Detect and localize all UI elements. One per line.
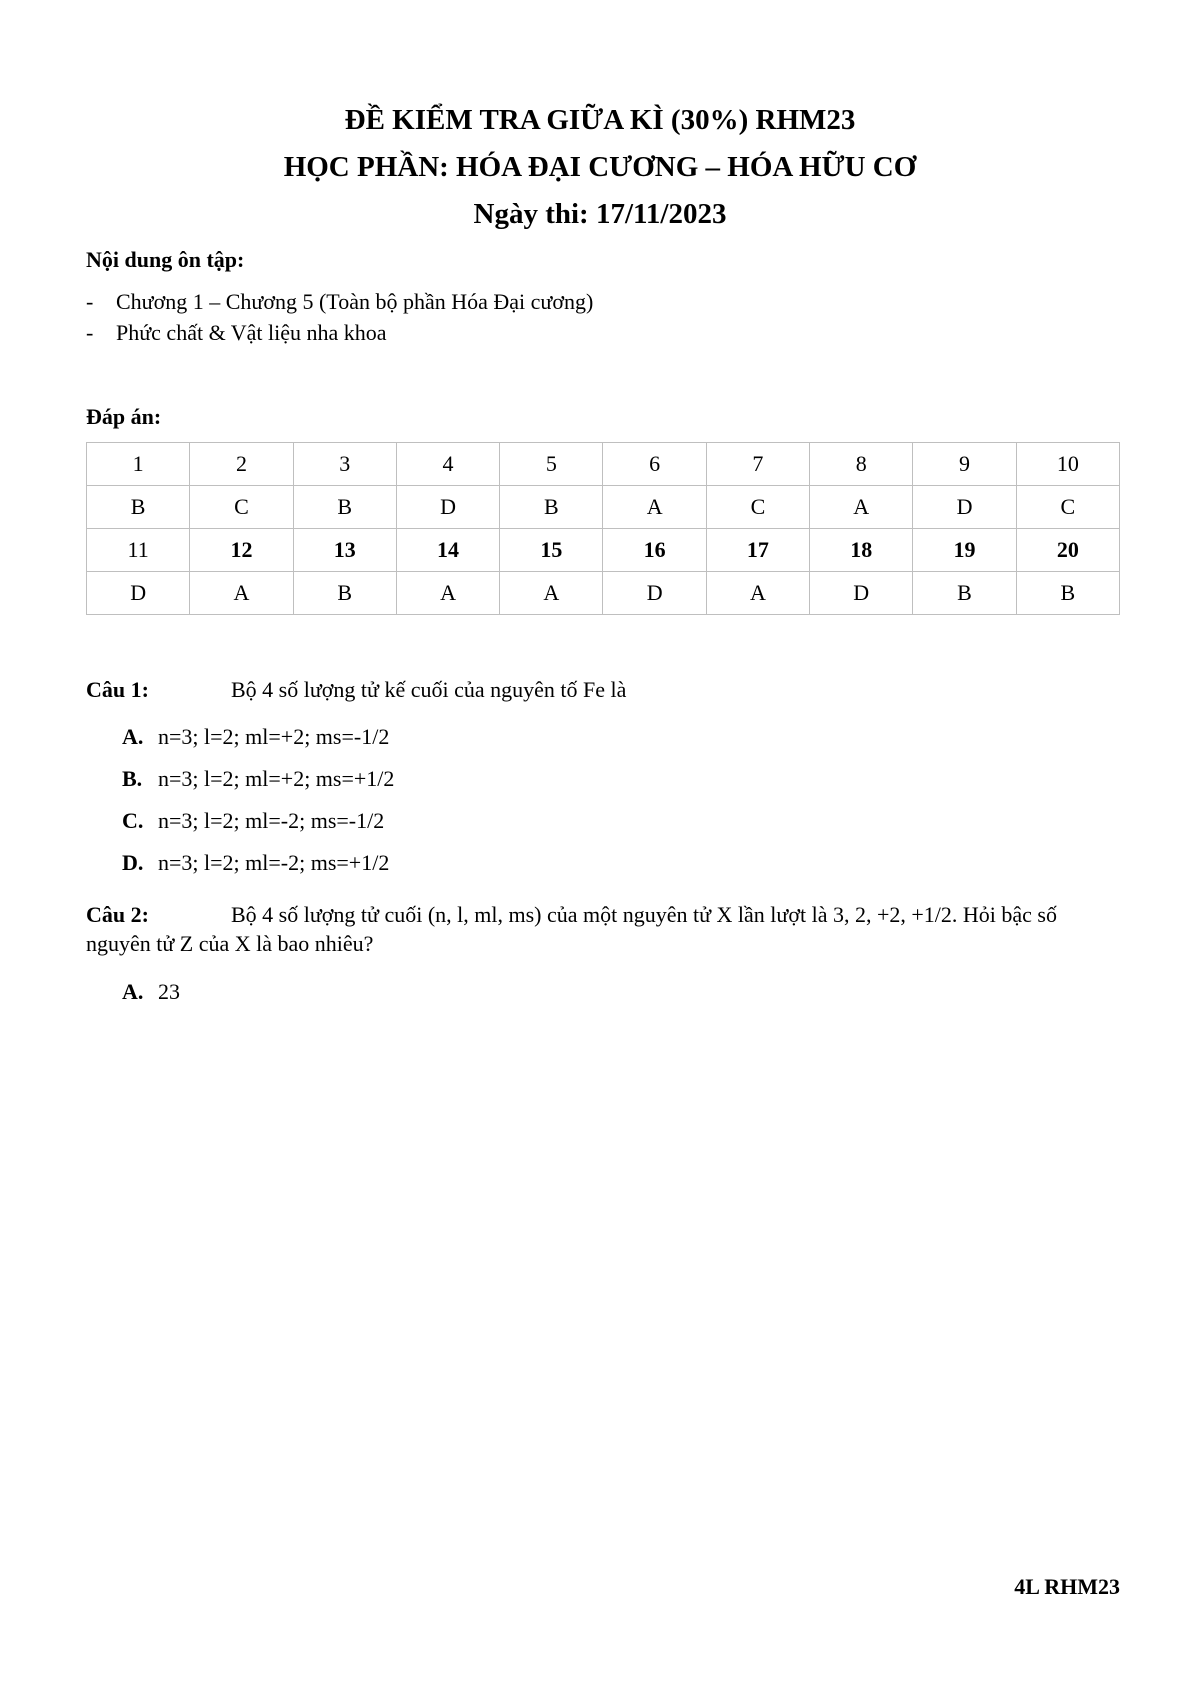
question-number-cell: 15 xyxy=(500,529,603,572)
answer-cell: D xyxy=(913,486,1016,529)
answer-row xyxy=(87,572,1120,615)
answer-cell: B xyxy=(913,572,1016,615)
question-number-cell: 8 xyxy=(810,443,913,486)
answer-cell: B xyxy=(293,572,396,615)
review-item: - Chương 1 – Chương 5 (Toàn bộ phần Hóa Đại cương) xyxy=(86,289,594,314)
answer-cell: C xyxy=(190,486,293,529)
question-number-cell: 5 xyxy=(500,443,603,486)
question-number-cell: 13 xyxy=(293,529,396,572)
question-2 xyxy=(86,900,1120,958)
question-label: Câu 2: xyxy=(86,902,149,927)
review-item-text: Chương 1 – Chương 5 (Toàn bộ phần Hóa Đại cương) xyxy=(116,289,594,314)
exam-date: Ngày thi: 17/11/2023 xyxy=(473,198,727,230)
answer-cell: D xyxy=(603,572,706,615)
answer-cell: B xyxy=(500,486,603,529)
answer-key-table xyxy=(86,442,1120,615)
answer-cell: A xyxy=(396,572,499,615)
question-1 xyxy=(86,675,1120,704)
question-number-cell: 6 xyxy=(603,443,706,486)
review-item: - Phức chất & Vật liệu nha khoa xyxy=(86,320,387,345)
question-text: Bộ 4 số lượng tử cuối (n, l, ml, ms) của một nguyên tử X lần lượt là 3, 2, +2, +1/2. Hỏi bậc số nguyên tử Z của X là bao nhiêu? xyxy=(86,902,1057,956)
question-number-cell: 17 xyxy=(706,529,809,572)
answer-cell: B xyxy=(87,486,190,529)
question-1-options xyxy=(122,716,394,884)
answer-row xyxy=(87,486,1120,529)
option-b: B. n=3; l=2; ml=+2; ms=+1/2 xyxy=(122,766,395,791)
question-number-cell: 10 xyxy=(1016,443,1119,486)
question-number-cell: 18 xyxy=(810,529,913,572)
answer-cell: A xyxy=(810,486,913,529)
question-number-cell: 7 xyxy=(706,443,809,486)
question-text: Bộ 4 số lượng tử kế cuối của nguyên tố Fe là xyxy=(231,677,627,702)
question-number-cell: 16 xyxy=(603,529,706,572)
option-a: A. 23 xyxy=(122,979,180,1004)
answer-cell: B xyxy=(293,486,396,529)
option-d: D. n=3; l=2; ml=-2; ms=+1/2 xyxy=(122,850,390,875)
answer-cell: A xyxy=(500,572,603,615)
answer-cell: B xyxy=(1016,572,1119,615)
question-number-cell: 1 xyxy=(87,443,190,486)
question-number-row xyxy=(87,529,1120,572)
footer-code: 4L RHM23 xyxy=(1014,1574,1120,1599)
answer-cell: A xyxy=(706,572,809,615)
review-list xyxy=(86,286,593,348)
question-number-cell: 19 xyxy=(913,529,1016,572)
question-number-cell: 3 xyxy=(293,443,396,486)
answer-cell: C xyxy=(706,486,809,529)
page-title-line-2: HỌC PHẦN: HÓA ĐẠI CƯƠNG – HÓA HỮU CƠ xyxy=(283,151,917,183)
page-title-line-1: ĐỀ KIỂM TRA GIỮA KÌ (30%) RHM23 xyxy=(344,104,856,136)
review-item-text: Phức chất & Vật liệu nha khoa xyxy=(116,320,387,345)
answer-cell: D xyxy=(396,486,499,529)
question-number-cell: 20 xyxy=(1016,529,1119,572)
answer-cell: A xyxy=(603,486,706,529)
answer-cell: D xyxy=(87,572,190,615)
question-2-options xyxy=(122,971,180,1013)
question-number-cell: 11 xyxy=(87,529,190,572)
question-number-row xyxy=(87,443,1120,486)
question-label: Câu 1: xyxy=(86,677,149,702)
option-a: A. n=3; l=2; ml=+2; ms=-1/2 xyxy=(122,724,390,749)
review-label: Nội dung ôn tập: xyxy=(86,247,245,272)
answer-cell: D xyxy=(810,572,913,615)
question-number-cell: 2 xyxy=(190,443,293,486)
question-number-cell: 12 xyxy=(190,529,293,572)
question-number-cell: 14 xyxy=(396,529,499,572)
answer-key-label: Đáp án: xyxy=(86,404,162,429)
question-number-cell: 4 xyxy=(396,443,499,486)
answer-cell: C xyxy=(1016,486,1119,529)
answer-cell: A xyxy=(190,572,293,615)
question-number-cell: 9 xyxy=(913,443,1016,486)
option-c: C. n=3; l=2; ml=-2; ms=-1/2 xyxy=(122,808,385,833)
